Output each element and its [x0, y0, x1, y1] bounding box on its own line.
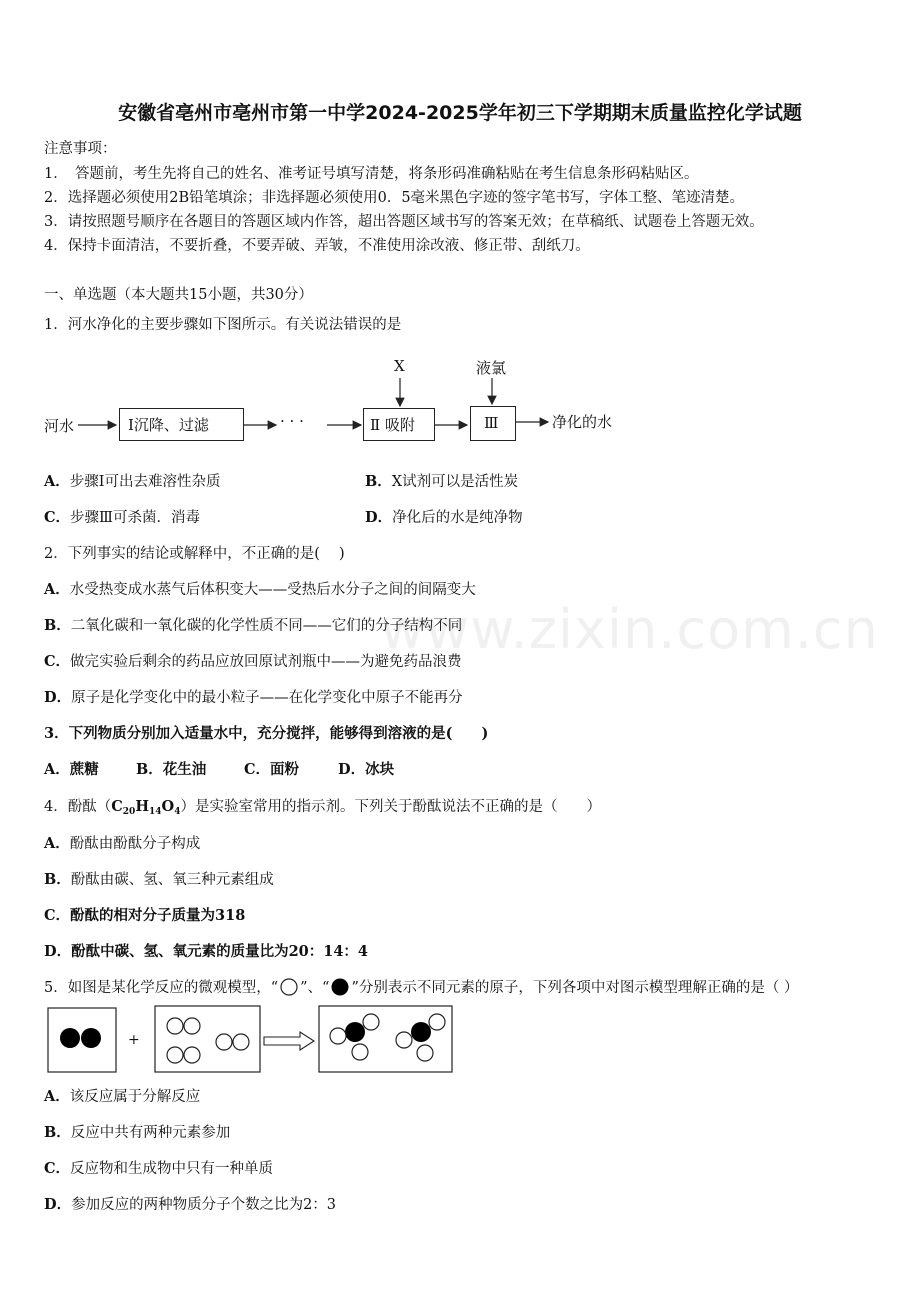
stem-suffix: ）是实验室常用的指示剂。下列关于酚酞说法不正确的是（ ）	[180, 799, 601, 815]
option-label: B．	[136, 761, 163, 778]
white-atom	[429, 1014, 445, 1030]
option-text: 酚酞由碳、氢、氧三种元素组成	[70, 872, 274, 888]
step-3-label: Ⅲ	[484, 414, 499, 432]
step-2-label: Ⅱ 吸附	[370, 416, 415, 434]
question-2-stem: 2．下列事实的结论或解释中，不正确的是( )	[44, 546, 345, 562]
river-label: 河水	[44, 417, 75, 435]
option-label: D．	[44, 1196, 72, 1213]
reaction-arrow-icon	[264, 1032, 314, 1050]
page-title: 安徽省亳州市亳州市第一中学2024-2025学年初三下学期期末质量监控化学试题	[118, 102, 802, 124]
option-text: 酚酞的相对分子质量为318	[70, 907, 246, 924]
option-c	[44, 1157, 273, 1178]
formula-element: C	[111, 798, 123, 815]
option-text: 蔗糖	[69, 761, 99, 778]
option-label: A．	[44, 1088, 70, 1105]
stem-prefix: 4．酚酞（	[44, 799, 112, 815]
formula-subscript: 14	[149, 807, 162, 817]
option-label: D．	[44, 943, 72, 960]
option-label: D．	[365, 509, 393, 526]
notice-item: 1． 答题前，考生先将自己的姓名、准考证号填写清楚，将条形码准确粘贴在考生信息条形码粘贴区。	[44, 166, 699, 182]
option-a	[44, 1085, 200, 1106]
option-text: 反应中共有两种元素参加	[70, 1125, 231, 1141]
option-label: D．	[44, 689, 72, 706]
notice-item: 4．保持卡面清洁，不要折叠，不要弄破、弄皱，不准使用涂改液、修正带、刮纸刀。	[44, 238, 590, 254]
option-text: 原子是化学变化中的最小粒子——在化学变化中原子不能再分	[71, 690, 463, 706]
black-atom	[60, 1028, 80, 1048]
white-atom	[216, 1034, 232, 1050]
output-label: 净化的水	[552, 413, 613, 431]
ellipsis: · · ·	[280, 412, 304, 430]
notice-item: 2．选择题必须使用2B铅笔填涂；非选择题必须使用0．5毫米黑色字迹的签字笔书写，字体工整、笔迹清楚。	[44, 190, 745, 206]
option-label: C．	[44, 509, 71, 526]
option-text: 反应物和生成物中只有一种单质	[70, 1161, 274, 1177]
formula-element: H	[135, 798, 150, 815]
notice-heading: 注意事项：	[44, 141, 117, 157]
option-text: 花生油	[162, 761, 207, 778]
plus-sign: +	[128, 1032, 140, 1048]
option-text: X试剂可以是活性炭	[391, 474, 519, 490]
option-text: 冰块	[365, 761, 395, 778]
step-1-label: Ⅰ沉降、过滤	[128, 416, 209, 434]
question-3-stem: 3．下列物质分别加入适量水中，充分搅拌，能够得到溶液的是( )	[44, 725, 489, 742]
option-text: 酚酞由酚酞分子构成	[69, 836, 201, 852]
formula-element: O	[161, 798, 175, 815]
x-label: X	[394, 357, 405, 375]
stem-part: ”分别表示不同元素的原子，下列各项中对图示模型理解正确的是（ ）	[351, 980, 799, 996]
white-atom	[417, 1045, 433, 1061]
option-label: D．	[338, 761, 366, 778]
section-heading: 一、单选题（本大题共15小题，共30分）	[44, 287, 313, 303]
white-atom	[352, 1044, 368, 1060]
option-text: 步骤Ⅲ可杀菌．消毒	[70, 510, 201, 526]
formula-subscript: 20	[122, 807, 136, 817]
white-atom	[330, 1028, 346, 1044]
white-atom	[167, 1018, 183, 1034]
option-text: 二氧化碳和一氧化碳的化学性质不同——它们的分子结构不同	[70, 618, 463, 634]
option-text: 酚酞中碳、氢、氧元素的质量比为20：14：4	[71, 943, 369, 960]
option-label: A．	[44, 761, 70, 778]
formula-subscript: 4	[174, 807, 181, 817]
chlorine-label: 液氯	[476, 359, 507, 377]
white-atom	[184, 1047, 200, 1063]
option-text: 该反应属于分解反应	[69, 1089, 201, 1105]
option-label: C．	[244, 761, 271, 778]
white-atom	[233, 1034, 249, 1050]
question-1-stem: 1．河水净化的主要步骤如下图所示。有关说法错误的是	[44, 317, 402, 333]
option-label: C．	[44, 907, 71, 924]
option-text: 面粉	[270, 761, 300, 778]
white-atom	[396, 1032, 412, 1048]
option-text: 净化后的水是纯净物	[392, 510, 523, 526]
option-label: C．	[44, 653, 71, 670]
option-label: A．	[44, 473, 70, 490]
option-d	[44, 1193, 336, 1214]
white-atom	[167, 1047, 183, 1063]
option-text: 参加反应的两种物质分子个数之比为2：3	[71, 1197, 337, 1213]
black-atom	[81, 1028, 101, 1048]
option-label: B．	[365, 473, 392, 490]
option-text: 水受热变成水蒸气后体积变大——受热后水分子之间的间隔变大	[69, 582, 476, 598]
option-label: A．	[44, 581, 70, 598]
option-label: B．	[44, 1124, 71, 1141]
option-text: 做完实验后剩余的药品应放回原试剂瓶中——为避免药品浪费	[70, 654, 462, 670]
stem-part: 5．如图是某化学反应的微观模型，“	[44, 980, 279, 996]
white-atom	[363, 1014, 379, 1030]
black-atom	[345, 1022, 365, 1042]
option-text: 步骤Ⅰ可出去难溶性杂质	[69, 474, 221, 490]
option-b	[44, 1121, 230, 1142]
notice-item: 3．请按照题号顺序在各题目的答题区域内作答，超出答题区域书写的答案无效；在草稿纸、试题卷上答题无效。	[44, 214, 764, 230]
option-label: B．	[44, 617, 71, 634]
white-atom	[184, 1018, 200, 1034]
stem-part: ”、“	[300, 980, 330, 996]
option-label: A．	[44, 835, 70, 852]
option-label: B．	[44, 871, 71, 888]
black-atom	[411, 1022, 431, 1042]
watermark: www.zixin.com.cn	[380, 598, 879, 661]
option-label: C．	[44, 1160, 71, 1177]
